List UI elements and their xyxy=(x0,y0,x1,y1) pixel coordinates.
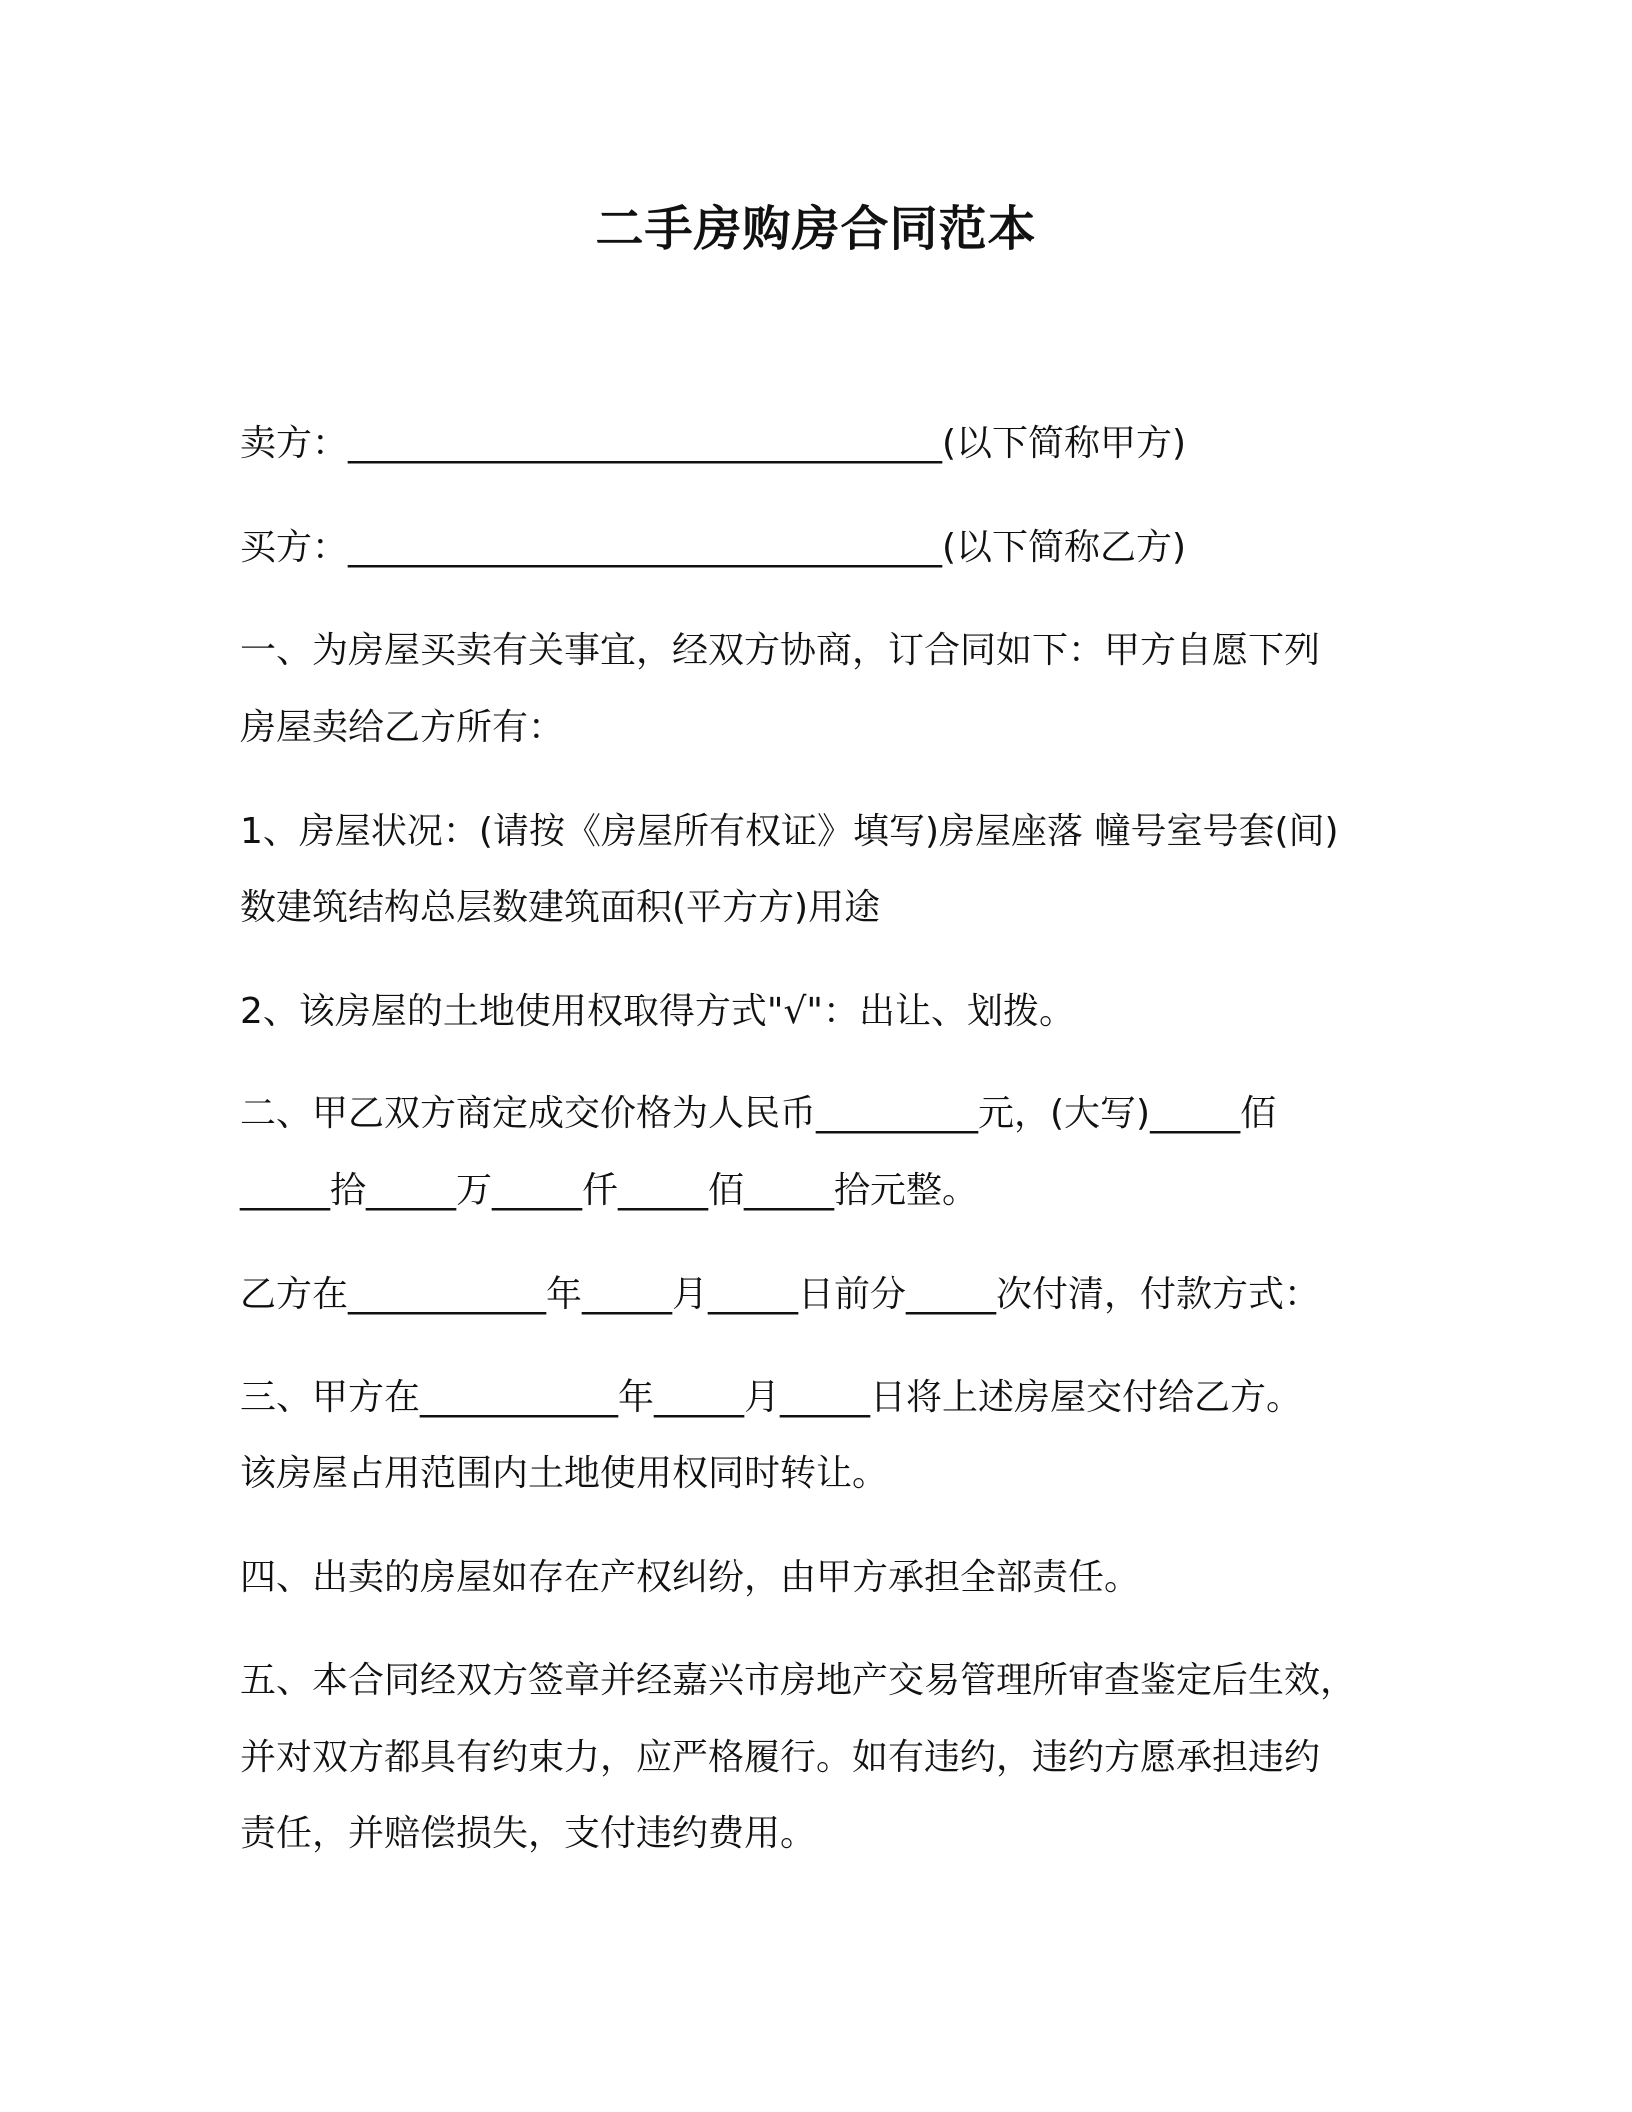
clause-1-intro-line-1: 一、为房屋买卖有关事宜，经双方协商，订合同如下：甲方自愿下列 xyxy=(240,630,1321,671)
payment-line: 乙方在___________年_____月_____日前分_____次付清，付款方式： xyxy=(240,1274,1321,1315)
clause-2-line-2: _____拾_____万_____仟_____佰_____拾元整。 xyxy=(240,1170,979,1211)
clause-3-line-1: 三、甲方在___________年_____月_____日将上述房屋交付给乙方。 xyxy=(240,1377,1303,1418)
document-title: 二手房购房合同范本 xyxy=(595,201,1037,257)
clause-4: 四、出卖的房屋如存在产权纠纷，由甲方承担全部责任。 xyxy=(240,1557,1141,1598)
clause-3-line-2: 该房屋占用范围内土地使用权同时转让。 xyxy=(240,1453,889,1494)
clause-1-item-1-line-1: 1、房屋状况：(请按《房屋所有权证》填写)房屋座落 幢号室号套(间) xyxy=(240,811,1339,852)
seller-line: 卖方：_________________________________(以下简称甲方) xyxy=(240,423,1187,464)
clause-1-item-1-line-2: 数建筑结构总层数建筑面积(平方方)用途 xyxy=(240,887,881,928)
clause-2-line-1: 二、甲乙双方商定成交价格为人民币_________元，(大写)_____佰 xyxy=(240,1093,1277,1134)
clause-5-line-1: 五、本合同经双方签章并经嘉兴市房地产交易管理所审查鉴定后生效， xyxy=(240,1660,1357,1701)
clause-1-intro-line-2: 房屋卖给乙方所有： xyxy=(240,707,565,748)
clause-5-line-3: 责任，并赔偿损失，支付违约费用。 xyxy=(240,1813,817,1854)
clause-5-line-2: 并对双方都具有约束力，应严格履行。如有违约，违约方愿承担违约 xyxy=(240,1737,1321,1778)
clause-1-item-2: 2、该房屋的土地使用权取得方式"√"：出让、划拨。 xyxy=(240,991,1075,1032)
buyer-line: 买方：_________________________________(以下简称乙方) xyxy=(240,527,1187,568)
